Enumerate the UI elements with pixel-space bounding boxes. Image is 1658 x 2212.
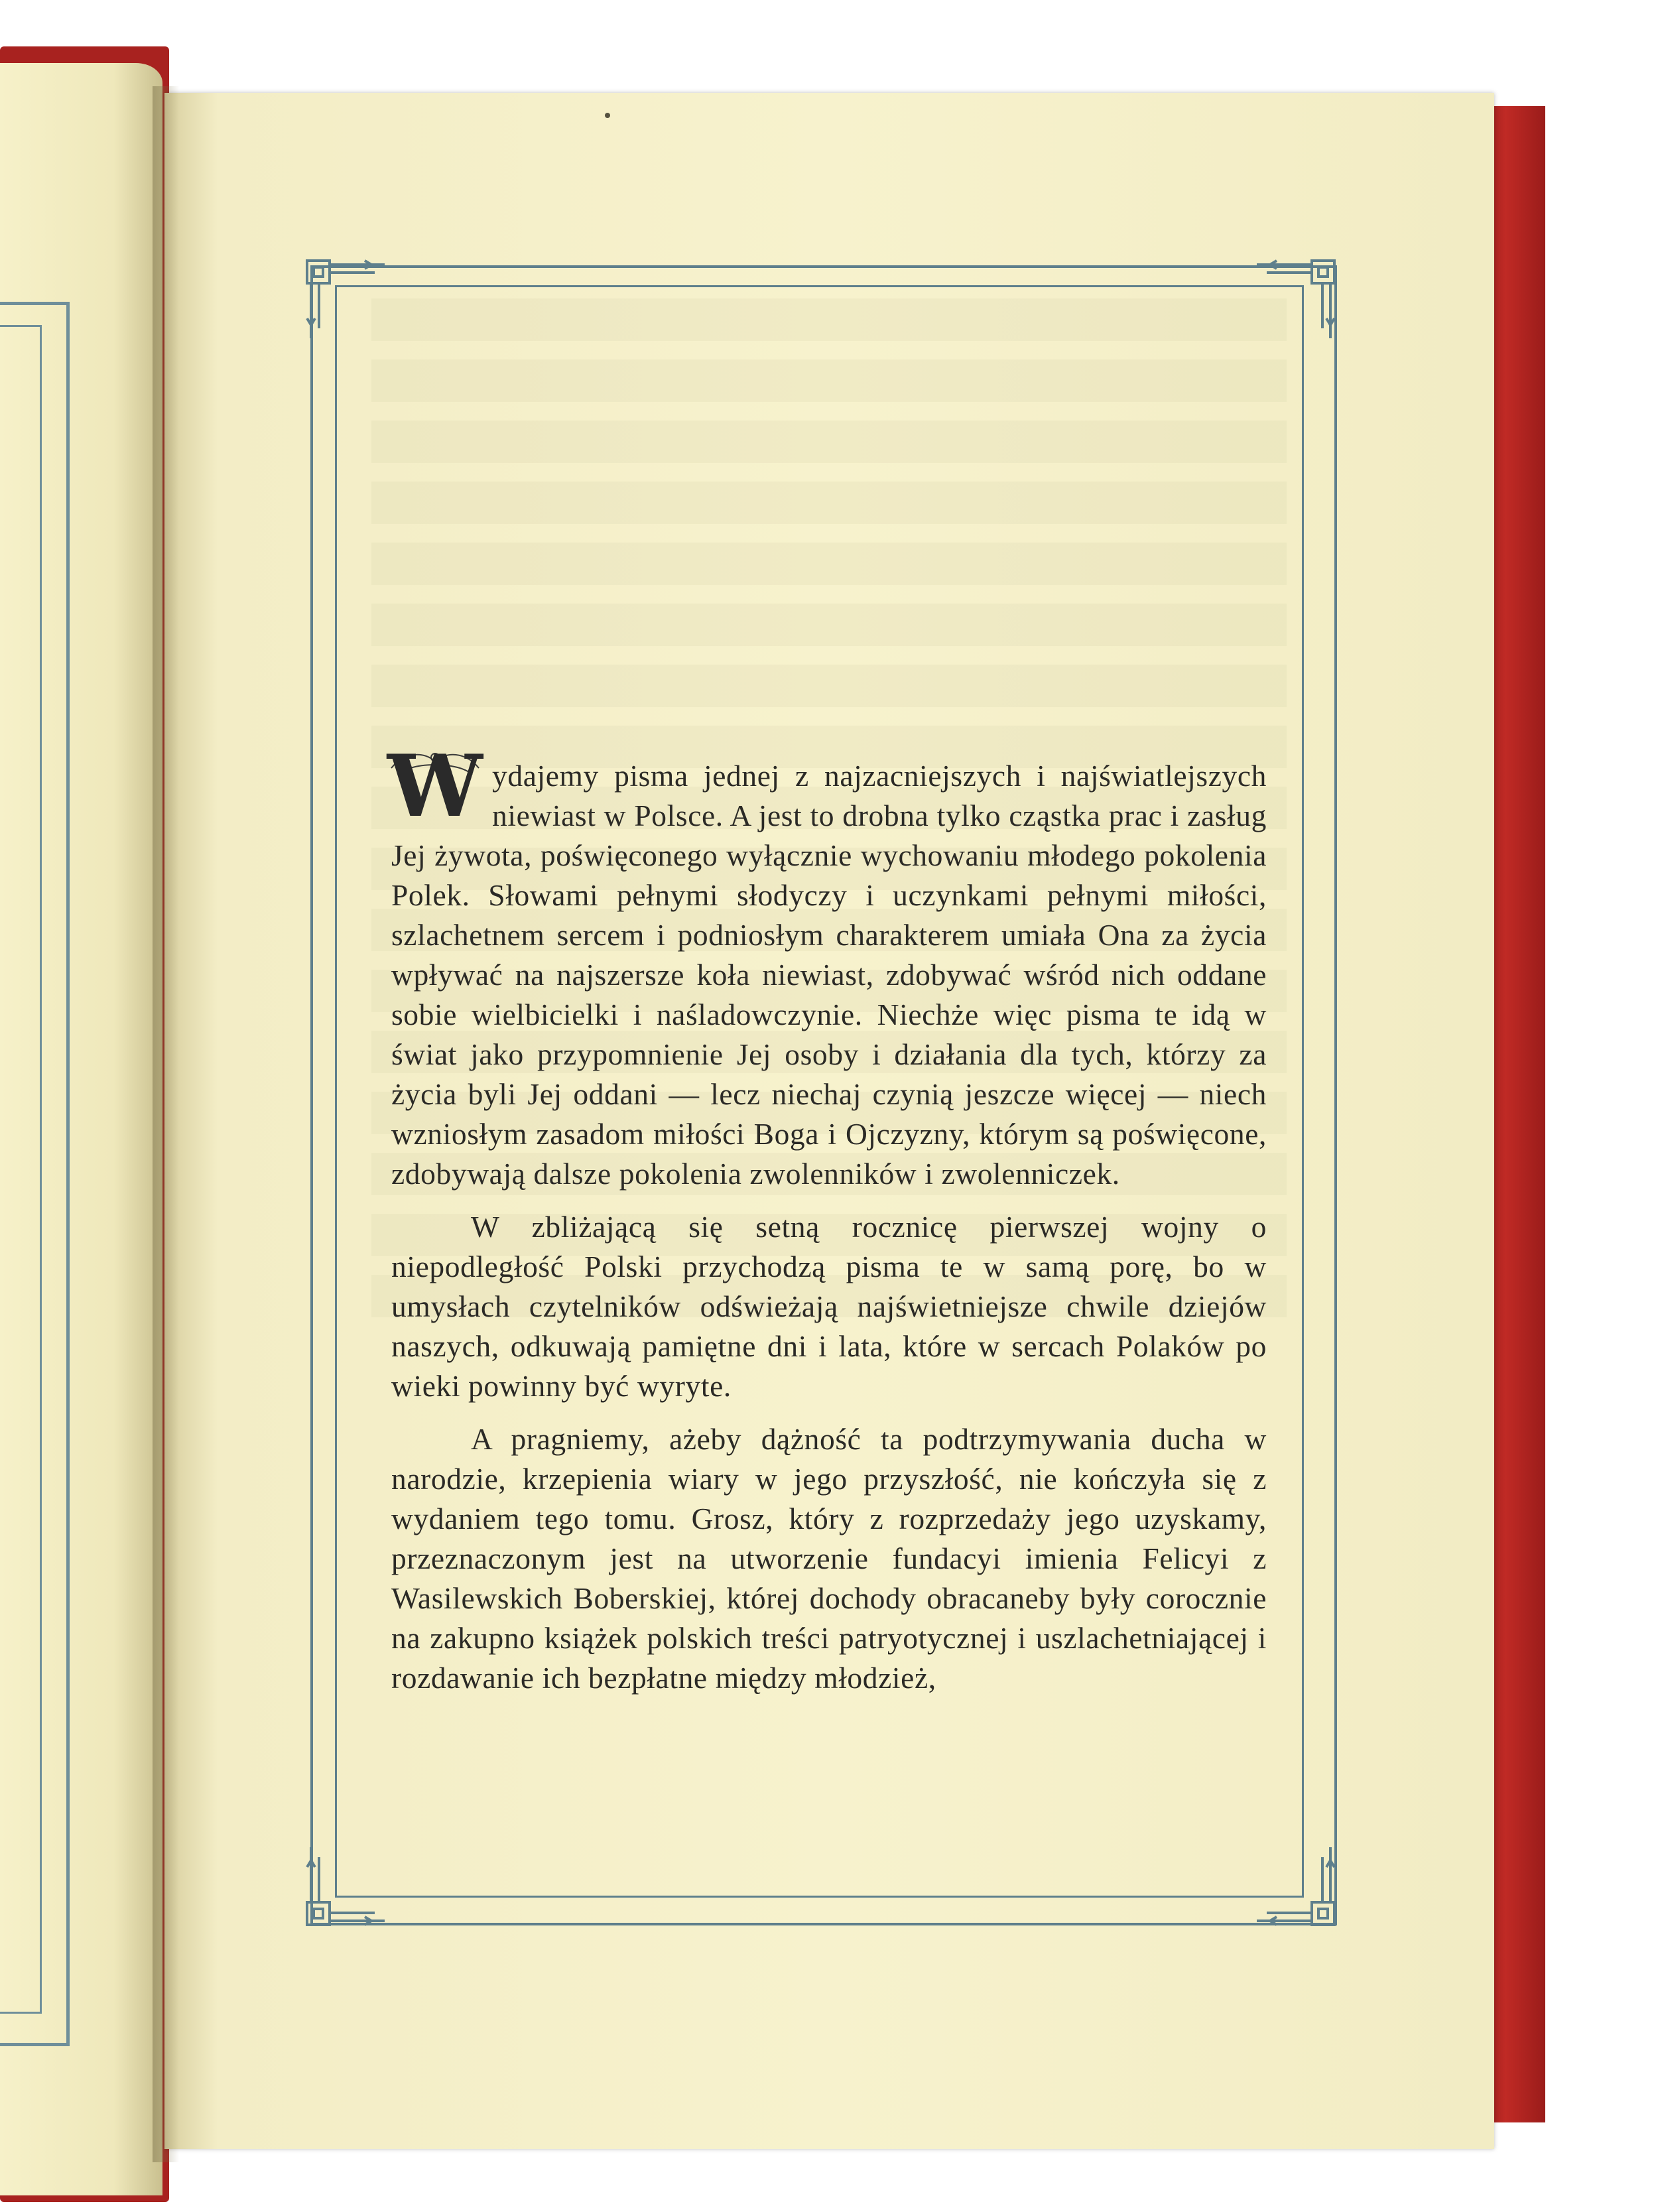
facing-page-inner-frame [0, 325, 42, 2014]
gutter-shadow [153, 86, 179, 2162]
ink-speck [605, 113, 610, 118]
paragraph-1-text: ydajemy pisma jednej z najzacniejszych i najświatlejszych niewiast w Polsce. A jest to drobna tylko cząstka prac i zasług Jej żywota, poświęconego wyłącznie wychowaniu młodego pokolenia Polek. Słowami pełnymi słodyczy i uczynkami pełnymi miłości, szlachetnem sercem i podniosłym charakterem umiała Ona za życia wpływać na najszersze koła niewiast, zdobywać wśród nich oddane sobie wielbicielki i naśladowczynie. Niechże więc pisma te idą w świat jako przypomnienie Jej osoby i działania dla tych, którzy za życia byli Jej oddani — lecz niechaj czynią jeszcze więcej — niech wzniosłym zasadom miłości Boga i Ojczyzny, którym są poświęcone, zdobywają dalsze pokolenia zwolenników i zwolenniczek. [391, 759, 1267, 1191]
decorative-initial [385, 737, 485, 836]
corner-ornament-top-right [1253, 255, 1340, 342]
initial-letter: W [387, 737, 483, 836]
corner-ornament-top-left [302, 255, 388, 342]
facing-page [0, 63, 162, 2195]
paragraph-3: A pragniemy, ażeby dążność ta podtrzymywania ducha w narodzie, krzepienia wiary w jego przyszłość, nie kończyła się z wydaniem tego tomu. Grosz, który z rozprzedaży jego uzyskamy, przeznaczonym jest na utworzenie fundacyi imienia Felicyi z Wasilewskich Boberskiej, której dochody obracaneby były corocznie na zakupno książek polskich treści patryotycznej i uszlachetniającej i rozdawanie ich bezpłatne między młodzież, [391, 1422, 1267, 1695]
page-text [387, 737, 1267, 1711]
corner-ornament-bottom-right [1253, 1844, 1340, 1930]
paragraph-2: W zbliżającą się setną rocznicę pierwszej wojny o niepodległość Polski przychodzą pisma te w samą porę, bo w umysłach czytelników odświeżają najświetniejsze chwile dziejów naszych, odkuwają pamiętne dni i lata, które w sercach Polaków po wieki powinny być wyryte. [391, 1210, 1267, 1403]
corner-ornament-bottom-left [302, 1844, 388, 1930]
paragraph-1 [387, 737, 1267, 1194]
